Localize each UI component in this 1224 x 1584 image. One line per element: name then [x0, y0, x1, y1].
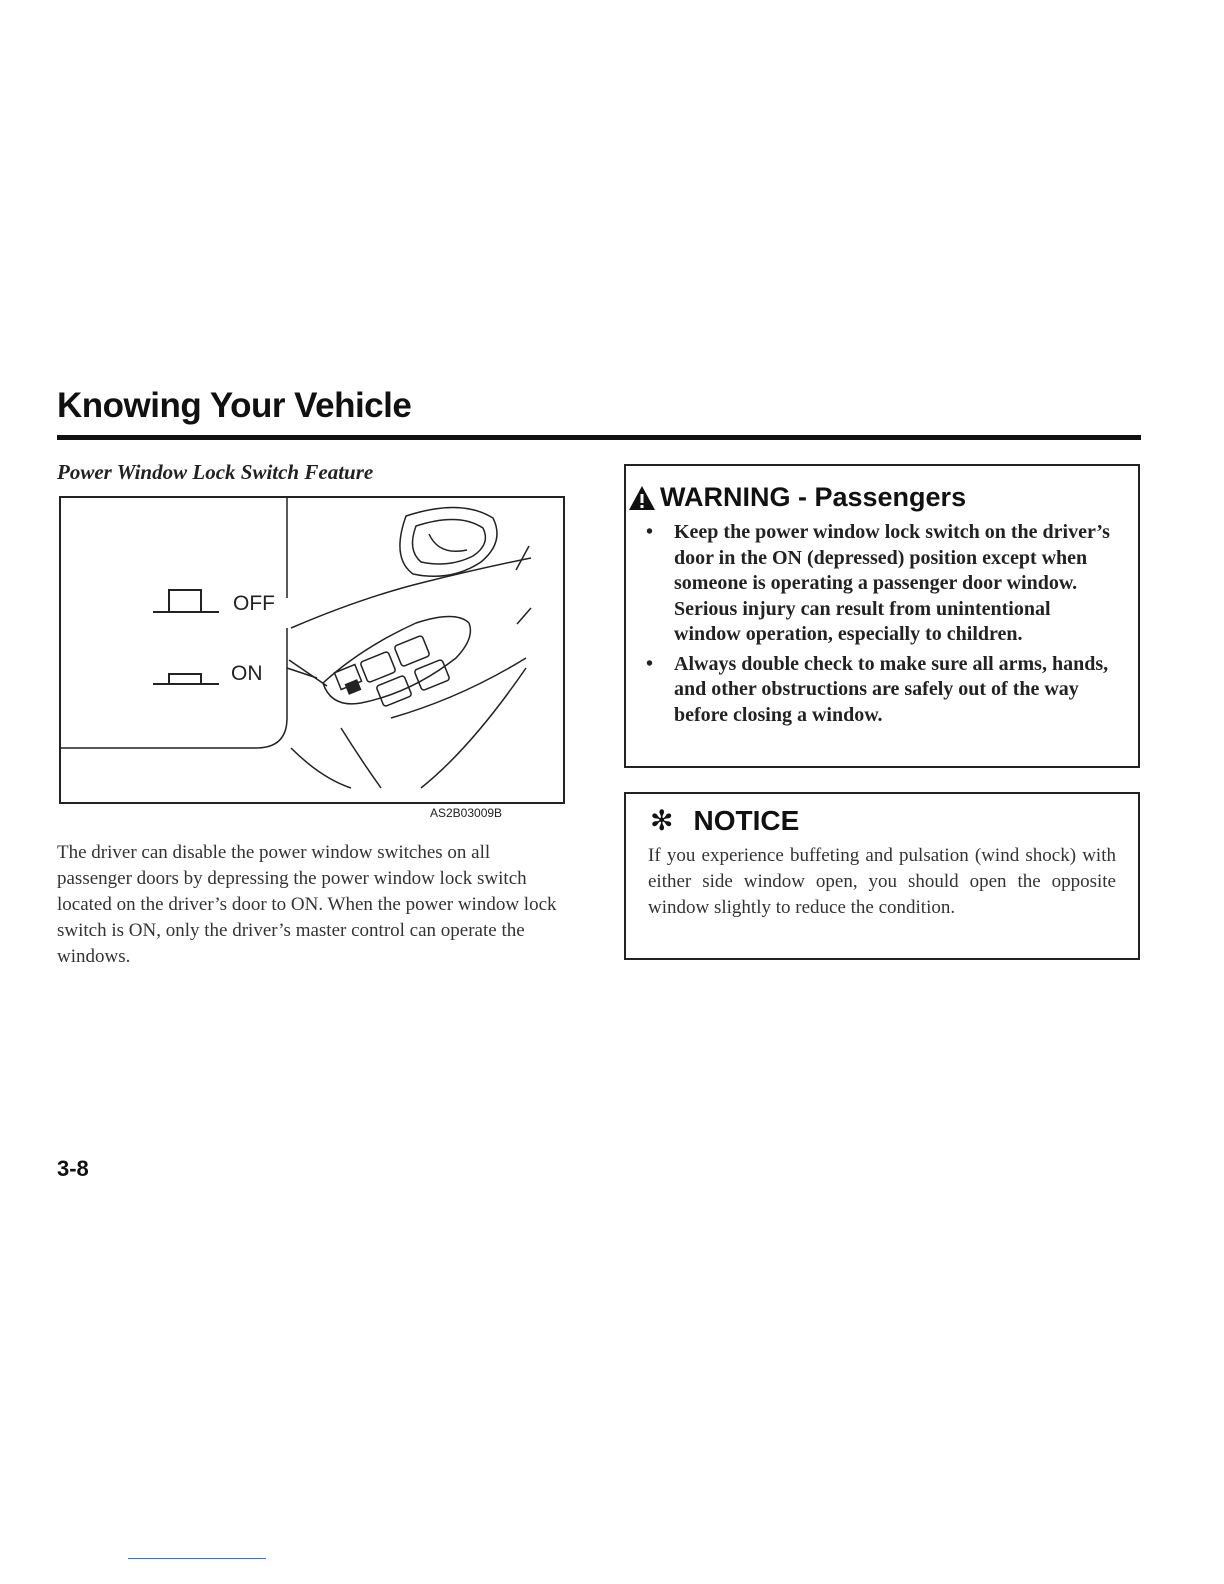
warning-title [628, 482, 966, 513]
warning-title-text: WARNING - Passengers [660, 482, 967, 512]
switch-off-label: OFF [233, 592, 275, 615]
warning-list [646, 520, 1122, 732]
body-text: The driver can disable the power window switches on all passenger doors by depressing the power window lock switch located on the driver’s door to ON. When the power window lock switch is ON, only the driver’s master control can operate the windows. [57, 842, 557, 967]
notice-text: If you experience buffeting and pulsation (wind shock) with either side window open, you should open the opposite window slightly to reduce the condition. [648, 845, 1116, 918]
notice-title [650, 804, 799, 837]
door-panel-illustration [61, 498, 563, 802]
footer-line [128, 1558, 266, 1559]
notice-title-text: NOTICE [693, 805, 800, 836]
page-number: 3-8 [57, 1156, 89, 1181]
bullet-icon: • [646, 652, 654, 675]
warning-triangle-icon [628, 485, 656, 511]
notice-star-icon: ✻ [650, 805, 674, 836]
lock-switch-figure [59, 496, 565, 804]
title-rule [57, 435, 1141, 440]
list-item [646, 652, 1122, 729]
list-item [646, 520, 1122, 648]
figure-code: AS2B03009B [430, 806, 503, 820]
section-heading: Power Window Lock Switch Feature [57, 460, 374, 484]
warning-item-text: Keep the power window lock switch on the driver’s door in the ON (depressed) position except when someone is operating a passenger door window. Serious injury can result from unintentional window operation, especially to children. [674, 521, 1110, 645]
page-title: Knowing Your Vehicle [57, 386, 412, 425]
bullet-icon: • [646, 521, 654, 543]
warning-item-text: Always double check to make sure all arms, hands, and other obstructions are safely out of the way before closing a window. [674, 652, 1109, 726]
switch-on-label: ON [231, 662, 263, 685]
